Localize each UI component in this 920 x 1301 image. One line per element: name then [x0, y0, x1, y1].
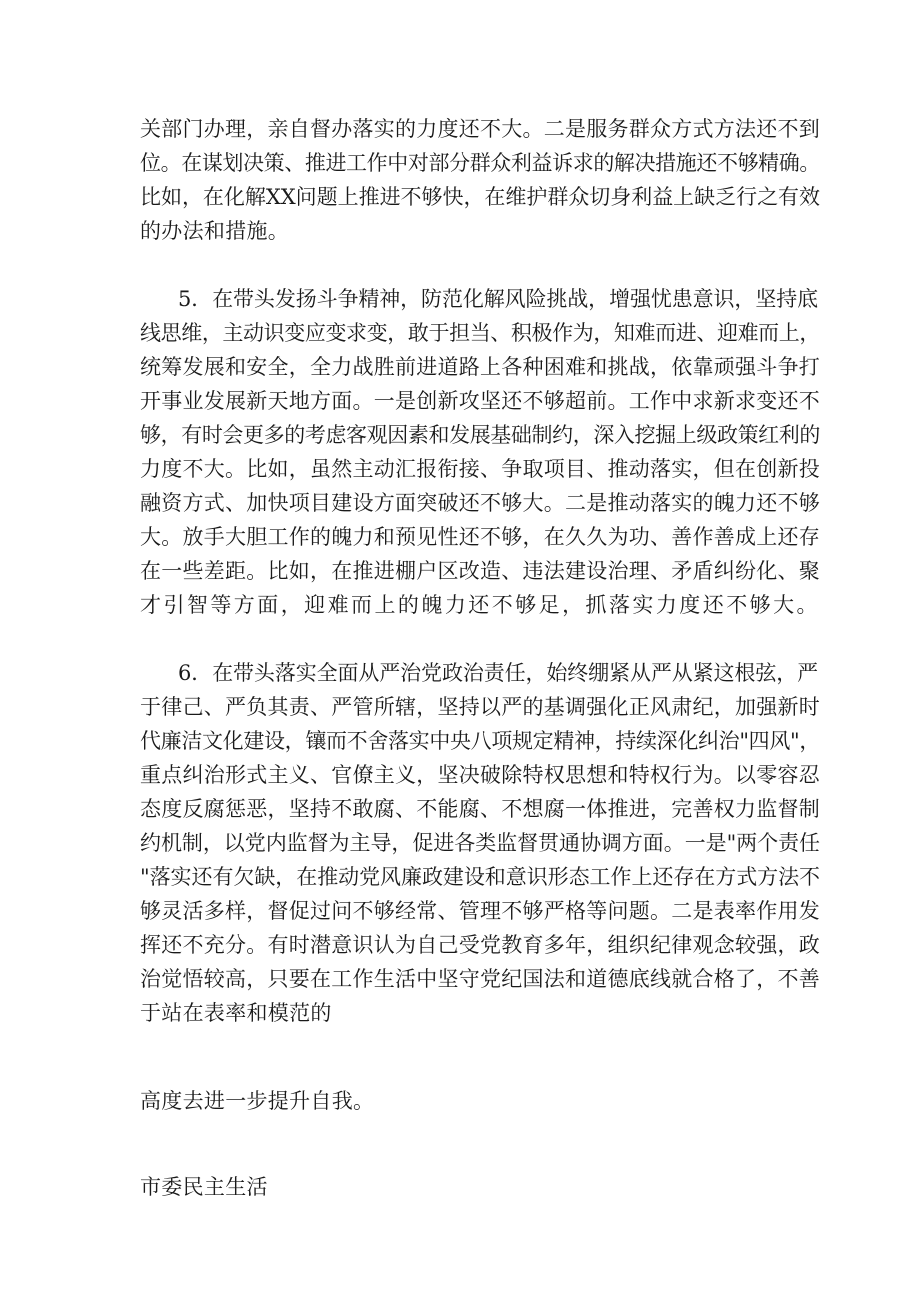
paragraph-6-line: 重点纠治形式主义、官僚主义，坚决破除特权思想和特权行为。以零容忍: [140, 763, 820, 787]
paragraph-6-line: 于站在表率和模范的: [140, 1001, 332, 1025]
paragraph-5-line: 融资方式、加快项目建设方面突破还不够大。二是推动落实的魄力还不够: [140, 491, 820, 515]
paragraph-5-line: 开事业发展新天地方面。一是创新攻坚还不够超前。工作中求新求变还不: [140, 389, 820, 413]
paragraph-6-line: 代廉洁文化建设，镶而不舍落实中央八项规定精神，持续深化纠治"四风"，: [140, 729, 820, 753]
paragraph-6-line: "落实还有欠缺，在推动党风廉政建设和意识形态工作上还存在方式方法不: [140, 865, 820, 889]
paragraph-6-line: 约机制，以党内监督为主导，促进各类监督贯通协调方面。一是"两个责任: [140, 831, 820, 855]
paragraph-6-line: 于律己、严负其责、严管所辖，坚持以严的基调强化正风肃纪，加强新时: [140, 695, 820, 719]
paragraph-5-line: 够，有时会更多的考虑客观因素和发展基础制约，深入挖掘上级政策红利的: [140, 423, 820, 447]
text-line: 比如，在化解XX问题上推进不够快，在维护群众切身利益上缺乏行之有效: [140, 185, 820, 209]
paragraph-5-line: 在一些差距。比如，在推进棚户区改造、违法建设治理、矛盾纠纷化、聚: [140, 559, 820, 583]
paragraph-6-line: 6．在带头落实全面从严治党政治责任，始终绷紧从严从紧这根弦，严: [178, 661, 818, 685]
paragraph-5-line: 才引智等方面，迎难而上的魄力还不够足，抓落实力度还不够大。: [140, 593, 820, 617]
paragraph-5-line: 力度不大。比如，虽然主动汇报衔接、争取项目、推动落实，但在创新投: [140, 457, 820, 481]
paragraph-5-line: 5．在带头发扬斗争精神，防范化解风险挑战，增强忧患意识，坚持底: [178, 287, 818, 311]
paragraph-5-line: 大。放手大胆工作的魄力和预见性还不够，在久久为功、善作善成上还存: [140, 525, 820, 549]
text-line: 位。在谋划决策、推进工作中对部分群众利益诉求的解决措施还不够精确。: [140, 151, 820, 175]
paragraph-6-line: 挥还不充分。有时潜意识认为自己受党教育多年，组织纪律观念较强，政: [140, 933, 820, 957]
continuation-text: 高度去进一步提升自我。: [140, 1089, 375, 1113]
paragraph-5-line: 线思维，主动识变应变求变，敢于担当、积极作为，知难而进、迎难而上，: [140, 321, 820, 345]
paragraph-5-line: 统筹发展和安全，全力战胜前进道路上各种困难和挑战，依靠顽强斗争打: [140, 355, 820, 379]
footer-title: 市委民主生活: [140, 1175, 268, 1199]
text-line: 关部门办理，亲自督办落实的力度还不大。二是服务群众方式方法还不到: [140, 117, 820, 141]
paragraph-6-line: 够灵活多样，督促过问不够经常、管理不够严格等问题。二是表率作用发: [140, 899, 820, 923]
paragraph-6-line: 态度反腐惩恶，坚持不敢腐、不能腐、不想腐一体推进，完善权力监督制: [140, 797, 820, 821]
paragraph-6-line: 治觉悟较高，只要在工作生活中坚守党纪国法和道德底线就合格了，不善: [140, 967, 820, 991]
text-line: 的办法和措施。: [140, 219, 290, 243]
